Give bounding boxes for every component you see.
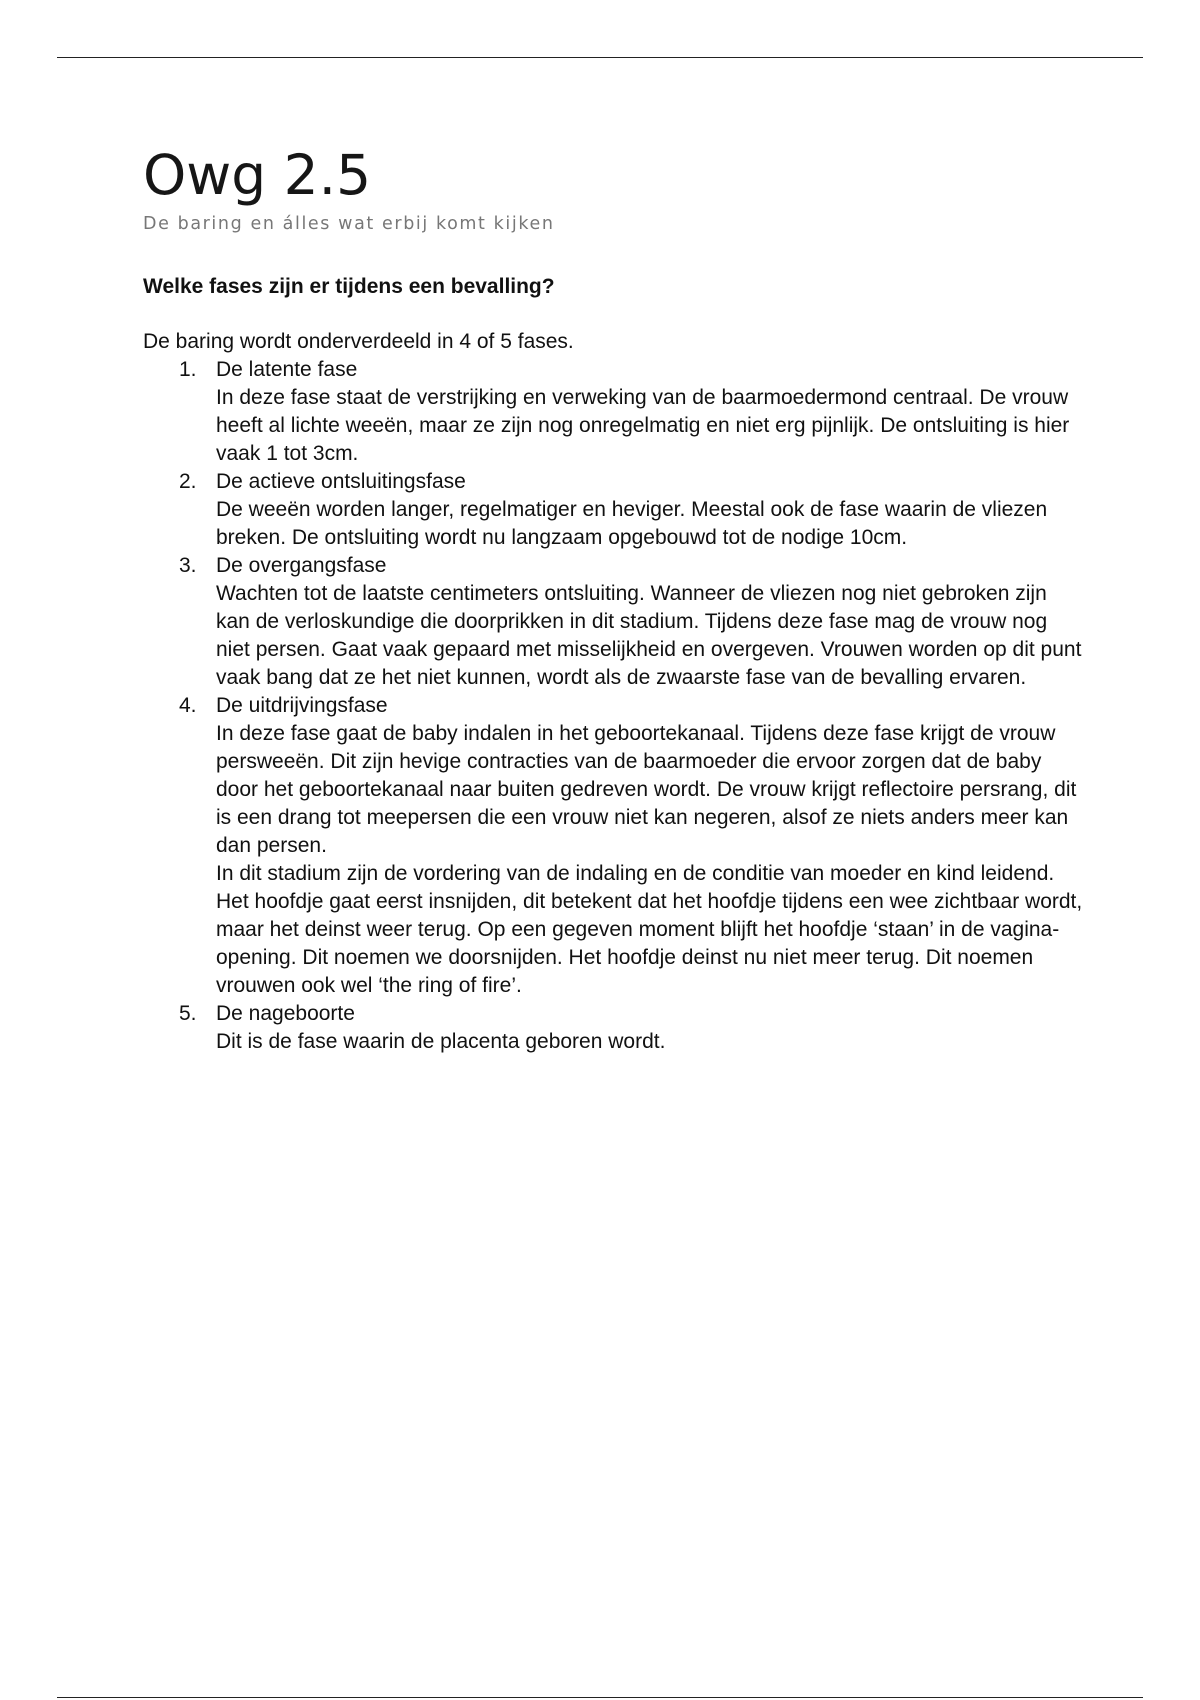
phase-item xyxy=(143,468,1083,552)
phase-description: In deze fase gaat de baby indalen in het geboortekanaal. Tijdens deze fase krijgt de vrouw persweeën. Dit zijn hevige contracties van de baarmoeder die ervoor zorgen dat de baby door het geboortekanaal naar buiten gedreven wordt. De vrouw krijgt reflectoire persrang, dit is een drang tot meepersen die een vrouw niet kan negeren, alsof ze niets anders meer kan dan persen. xyxy=(216,722,1077,857)
phase-title: De latente fase xyxy=(216,358,358,381)
phase-description: Wachten tot de laatste centimeters ontsluiting. Wanneer de vliezen nog niet gebroken zijn kan de verloskundige die doorprikken in dit stadium. Tijdens deze fase mag de vrouw nog niet persen. Gaat vaak gepaard met misselijkheid en overgeven. Vrouwen worden op dit punt vaak bang dat ze het niet kunnen, wordt als de zwaarste fase van de bevalling ervaren. xyxy=(216,582,1082,689)
phase-description: Dit is de fase waarin de placenta geboren wordt. xyxy=(216,1030,666,1053)
document-body xyxy=(143,138,1083,1056)
phase-number: 1. xyxy=(179,358,197,381)
section-question: Welke fases zijn er tijdens een bevalling? xyxy=(143,275,555,298)
phase-item xyxy=(143,1000,1083,1056)
phase-item xyxy=(143,692,1083,1000)
phase-description: Het hoofdje gaat eerst insnijden, dit betekent dat het hoofdje tijdens een wee zichtbaar wordt, maar het deinst weer terug. Op een gegeven moment blijft het hoofdje ‘staan’ in de vagina-opening. Dit noemen we doorsnijden. Het hoofdje deinst nu niet meer terug. Dit noemen vrouwen ook wel ‘the ring of fire’. xyxy=(216,890,1083,997)
phase-item xyxy=(143,552,1083,692)
phase-list xyxy=(143,356,1083,1056)
phase-title: De overgangsfase xyxy=(216,554,387,577)
phase-item xyxy=(143,356,1083,468)
page-subtitle: De baring en álles wat erbij komt kijken xyxy=(143,214,555,234)
phase-title: De nageboorte xyxy=(216,1002,355,1025)
phase-number: 4. xyxy=(179,694,197,717)
phase-number: 5. xyxy=(179,1002,197,1025)
phase-title: De uitdrijvingsfase xyxy=(216,694,388,717)
phase-description: In deze fase staat de verstrijking en verweking van de baarmoedermond centraal. De vrouw heeft al lichte weeën, maar ze zijn nog onregelmatig en niet erg pijnlijk. De ontsluiting is hier vaak 1 tot 3cm. xyxy=(216,386,1070,465)
section-intro: De baring wordt onderverdeeld in 4 of 5 fases. xyxy=(143,330,574,353)
phase-description: In dit stadium zijn de vordering van de indaling en de conditie van moeder en kind leidend. xyxy=(216,862,1055,885)
phase-description: De weeën worden langer, regelmatiger en heviger. Meestal ook de fase waarin de vliezen breken. De ontsluiting wordt nu langzaam opgebouwd tot de nodige 10cm. xyxy=(216,498,1048,549)
top-rule xyxy=(57,57,1143,58)
phase-number: 2. xyxy=(179,470,197,493)
phase-title: De actieve ontsluitingsfase xyxy=(216,470,466,493)
page-title: Owg 2.5 xyxy=(143,143,372,207)
phase-number: 3. xyxy=(179,554,197,577)
bottom-rule xyxy=(57,1697,1143,1698)
